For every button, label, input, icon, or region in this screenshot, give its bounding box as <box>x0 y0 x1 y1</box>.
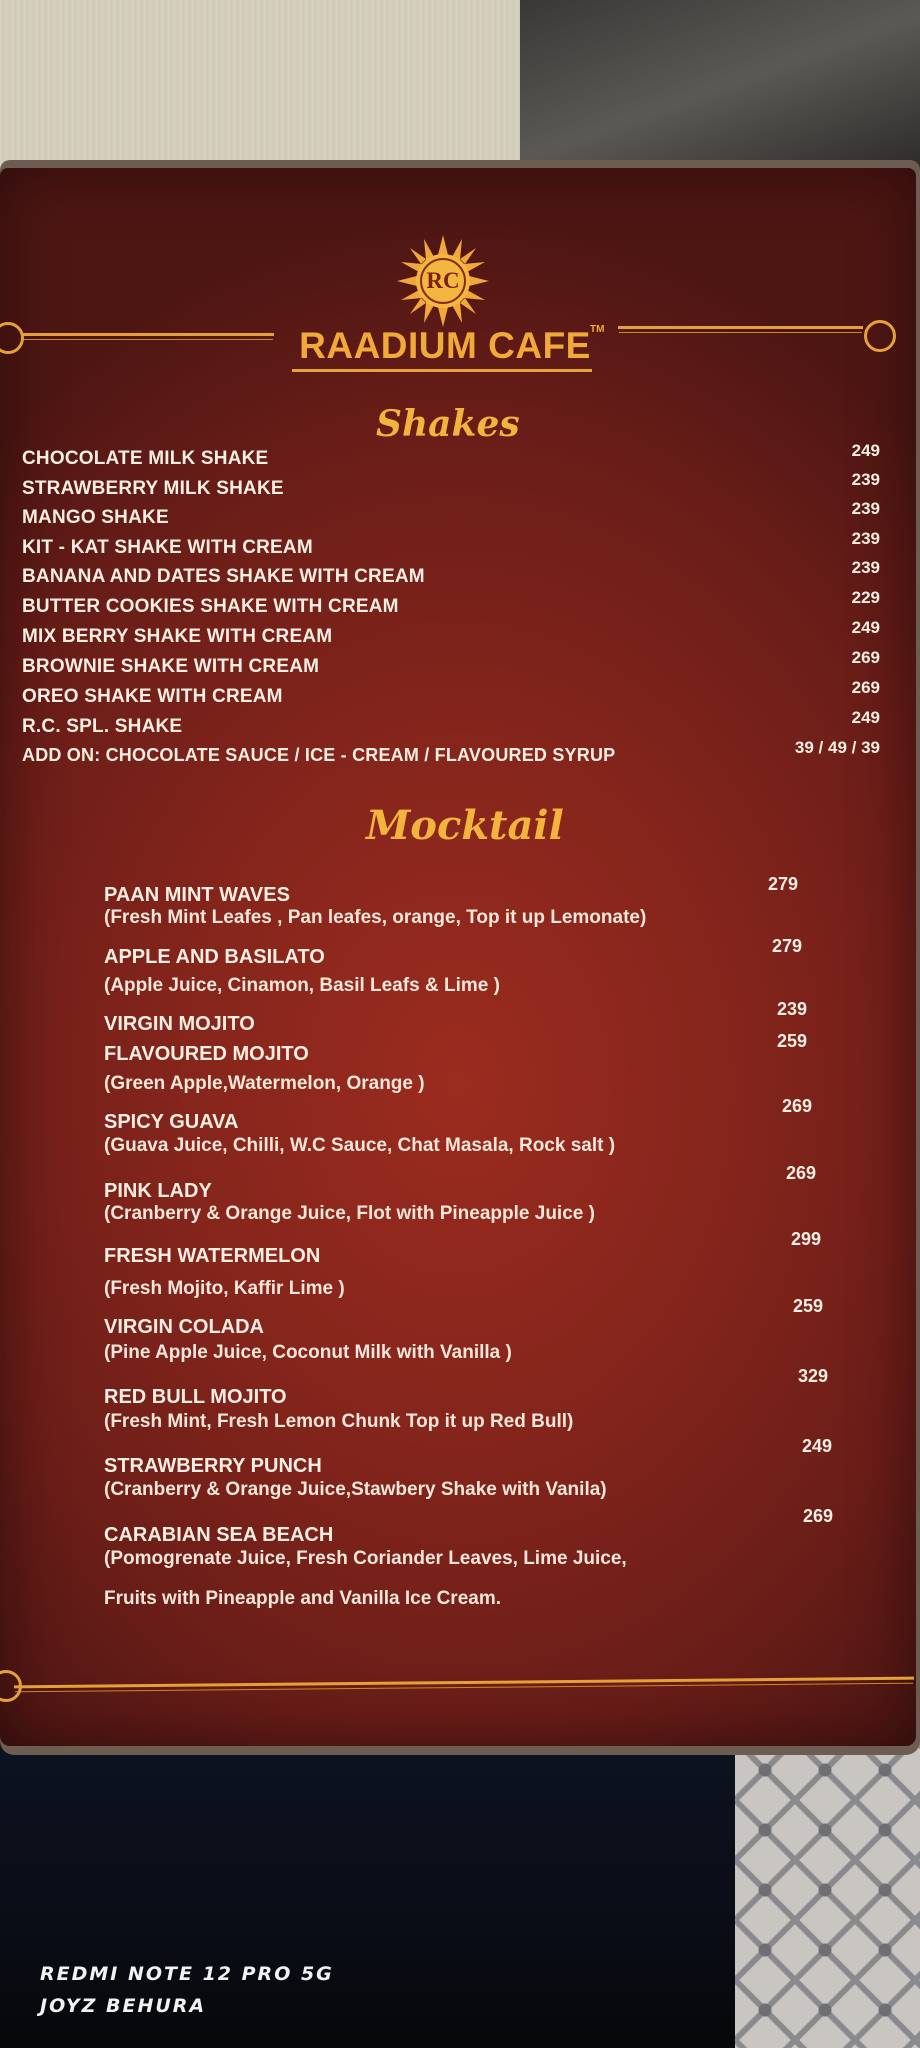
shake-item-price: 269 <box>851 648 880 667</box>
shake-item-price: 239 <box>851 558 880 577</box>
section-title-shakes: Shakes <box>376 403 520 445</box>
shake-item-price: 239 <box>851 529 880 548</box>
mocktail-item-price: 249 <box>802 1436 833 1456</box>
mocktail-item-desc: (Fresh Mojito, Kaffir Lime ) <box>104 1278 345 1299</box>
mocktail-item-price: 259 <box>777 1031 808 1051</box>
shake-item-name: BROWNIE SHAKE WITH CREAM <box>22 656 320 677</box>
mocktail-item-price: 299 <box>791 1229 822 1249</box>
shake-item-name: R.C. SPL. SHAKE <box>22 716 183 737</box>
mocktail-item-name: PINK LADY <box>104 1180 212 1202</box>
mocktail-item-desc: (Pine Apple Juice, Coconut Milk with Vanilla ) <box>104 1342 512 1363</box>
trademark-symbol: TM <box>590 324 605 335</box>
background-board <box>0 0 520 175</box>
mocktail-item-desc-continued: Fruits with Pineapple and Vanilla Ice Cream. <box>104 1588 502 1609</box>
cafe-name: RAADIUM CAFE <box>299 325 591 366</box>
mocktail-item-desc: (Guava Juice, Chilli, W.C Sauce, Chat Masala, Rock salt ) <box>104 1135 616 1156</box>
mocktail-item-price: 269 <box>786 1163 817 1183</box>
logo-monogram: RC <box>426 268 460 293</box>
shake-item-name: OREO SHAKE WITH CREAM <box>22 686 283 707</box>
mocktail-item-name: APPLE AND BASILATO <box>104 946 325 968</box>
shake-item-price: 249 <box>851 441 880 460</box>
background-floor-tiles <box>735 1740 920 2048</box>
mocktail-item-name: STRAWBERRY PUNCH <box>104 1455 322 1477</box>
shake-item-name: MANGO SHAKE <box>22 507 169 528</box>
mocktail-item-desc: (Apple Juice, Cinamon, Basil Leafs & Lime ) <box>104 975 500 996</box>
shake-item-name: CHOCOLATE MILK SHAKE <box>22 448 269 469</box>
mocktail-item-price: 239 <box>777 999 808 1019</box>
corner-swirl-right-icon <box>864 320 896 352</box>
mocktail-item-name: CARABIAN SEA BEACH <box>104 1524 334 1546</box>
mocktail-item-price: 329 <box>798 1366 829 1386</box>
shake-item-name: BUTTER COOKIES SHAKE WITH CREAM <box>22 596 399 617</box>
shake-item-price: 269 <box>851 678 880 697</box>
shake-item-name: BANANA AND DATES SHAKE WITH CREAM <box>22 566 425 587</box>
mocktail-item-price: 279 <box>768 874 799 894</box>
mocktail-item-name: FLAVOURED MOJITO <box>104 1043 309 1065</box>
mocktail-item-desc: (Pomogrenate Juice, Fresh Coriander Leaves, Lime Juice, <box>104 1548 627 1569</box>
mocktail-item-name: RED BULL MOJITO <box>104 1386 287 1408</box>
sun-logo-icon <box>395 233 491 329</box>
shake-item-price: 249 <box>851 708 880 727</box>
shake-item-name: STRAWBERRY MILK SHAKE <box>22 478 284 499</box>
section-title-mocktail: Mocktail <box>366 802 564 849</box>
mocktail-item-desc: (Green Apple,Watermelon, Orange ) <box>104 1073 425 1094</box>
mocktail-item-name: PAAN MINT WAVES <box>104 884 290 906</box>
mocktail-item-name: FRESH WATERMELON <box>104 1245 321 1267</box>
shake-item-price: 249 <box>851 618 880 637</box>
shake-item-name: MIX BERRY SHAKE WITH CREAM <box>22 626 333 647</box>
mocktail-item-desc: (Cranberry & Orange Juice, Flot with Pineapple Juice ) <box>104 1203 595 1224</box>
mocktail-item-desc: (Cranberry & Orange Juice,Stawbery Shake with Vanila) <box>104 1479 607 1500</box>
mocktail-item-name: VIRGIN COLADA <box>104 1316 264 1338</box>
top-border-right <box>618 326 863 329</box>
mocktail-item-price: 259 <box>793 1296 824 1316</box>
top-border-left <box>22 333 274 336</box>
shake-item-price: 239 <box>851 499 880 518</box>
cafe-name-underline <box>292 369 592 372</box>
mocktail-item-price: 279 <box>772 936 803 956</box>
background-shadow <box>520 0 920 175</box>
add-on-line: ADD ON: CHOCOLATE SAUCE / ICE - CREAM / FLAVOURED SYRUP <box>22 745 616 765</box>
shake-item-name: KIT - KAT SHAKE WITH CREAM <box>22 537 313 558</box>
mocktail-item-price: 269 <box>782 1096 813 1116</box>
mocktail-item-desc: (Fresh Mint Leafes , Pan leafes, orange, Top it up Lemonate) <box>104 907 647 928</box>
camera-watermark-device: REDMI NOTE 12 PRO 5G <box>40 1963 334 1985</box>
add-on-prices: 39 / 49 / 39 <box>794 738 880 757</box>
mocktail-item-name: SPICY GUAVA <box>104 1111 239 1133</box>
shake-item-price: 239 <box>851 470 880 489</box>
mocktail-item-name: VIRGIN MOJITO <box>104 1013 255 1035</box>
camera-watermark-author: JOYZ BEHURA <box>40 1995 207 2017</box>
mocktail-item-desc: (Fresh Mint, Fresh Lemon Chunk Top it up Red Bull) <box>104 1411 574 1432</box>
shake-item-price: 229 <box>851 588 880 607</box>
mocktail-item-price: 269 <box>803 1506 834 1526</box>
